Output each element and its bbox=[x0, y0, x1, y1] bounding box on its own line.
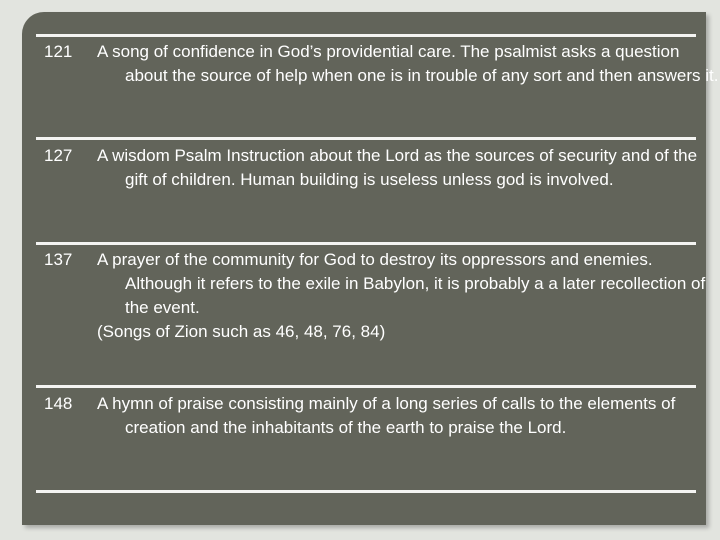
psalm-description: A hymn of praise consisting mainly of a long series of calls to the elements of creation and the inhabitants of the earth to praise the Lord. bbox=[97, 394, 676, 437]
psalm-number: 121 bbox=[44, 42, 73, 61]
psalm-description: A wisdom Psalm Instruction about the Lord as the sources of security and of the gift of children. Human building is useless unless god is involved. bbox=[97, 146, 698, 189]
psalm-description: A prayer of the community for God to destroy its oppressors and enemies. Although it refers to the exile in Babylon, it is probably a a later recollection of the event. bbox=[97, 250, 706, 317]
psalm-note: (Songs of Zion such as 46, 48, 76, 84) bbox=[97, 322, 386, 341]
psalm-number: 127 bbox=[44, 146, 73, 165]
psalm-description: A song of confidence in God’s providential care. The psalmist asks a question about the source of help when one is in trouble of any sort and then answers it. bbox=[97, 42, 719, 85]
divider-line bbox=[36, 385, 696, 388]
divider-line bbox=[36, 242, 696, 245]
divider-line bbox=[36, 137, 696, 140]
psalm-number: 137 bbox=[44, 250, 73, 269]
divider-line bbox=[36, 490, 696, 493]
divider-line bbox=[36, 34, 696, 37]
psalm-number: 148 bbox=[44, 394, 73, 413]
